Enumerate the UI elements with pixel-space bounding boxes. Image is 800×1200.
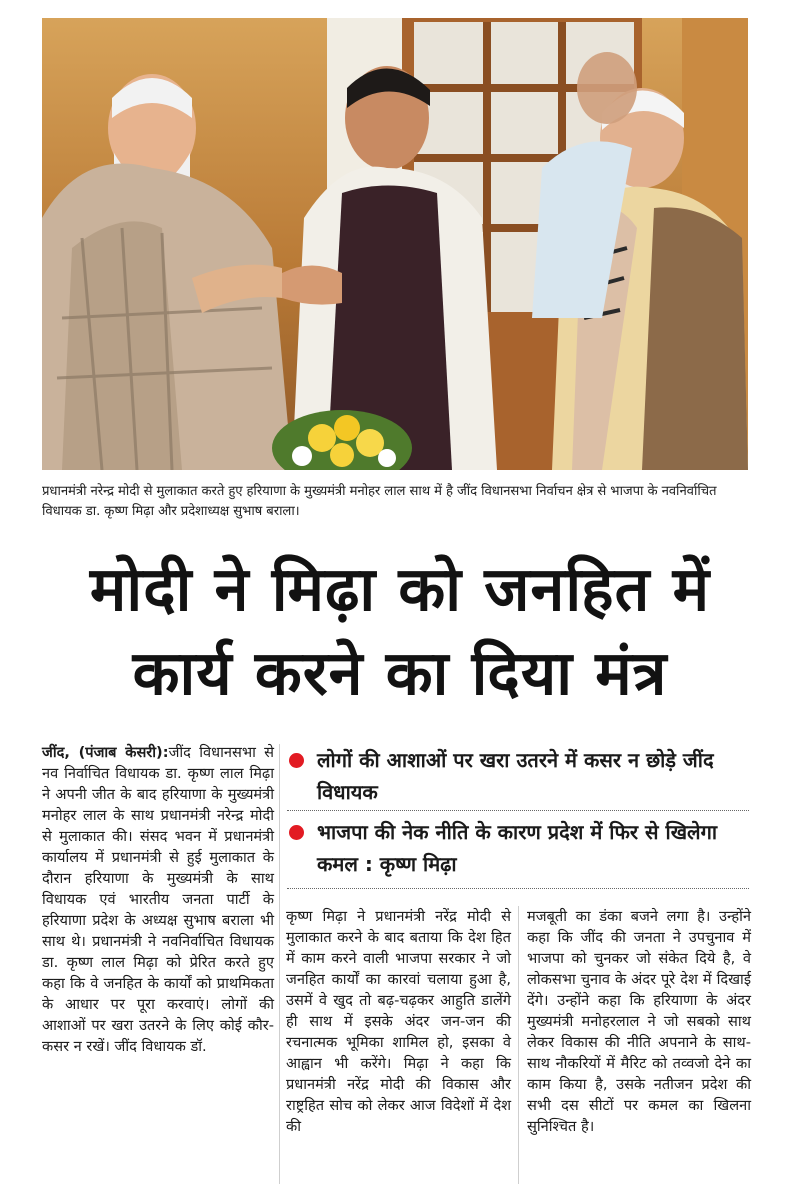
column-divider-2 [518,906,519,1184]
headline-line-2: कार्य करने का दिया मंत्र [132,638,668,709]
highlight-item [287,744,749,808]
column-divider [279,744,280,1184]
highlight-item [287,816,749,880]
photo-caption: प्रधानमंत्री नरेन्द्र मोदी से मुलाकात करते हुए हरियाणा के मुख्यमंत्री मनोहर लाल साथ में है जींद विधानसभा निर्वाचन क्षेत्र से भाजपा के नवनिर्वाचित विधायक डा. कृष्ण मिढ़ा और प्रदेशाध्यक्ष सुभाष बराला। [42,484,717,519]
article-column-1 [42,742,274,1057]
highlights-2 [287,816,749,880]
highlight-text: लोगों की आशाओं पर खरा उतरने में कसर न छोड़े जींद विधायक [317,748,714,804]
article-column-3: मजबूती का डंका बजने लगा है। उन्होंने कहा कि जींद की जनता ने उपचुनाव में भाजपा को चुनकर जो संकेत दिये है, वे लोकसभा चुनाव के अंदर पूरे देश में दिखाई देंगे। उन्होंने कहा कि हरियाणा के अंदर मुख्यमंत्री मनोहरलाल ने जो सबको साथ लेकर विकास की नीति अपनाने के साथ-साथ नौकरियों में मैरिट को तव्वजो देने का काम किया है, उसके नतीजन प्रदेश की सभी दस सीटों पर कमल का खिलना सुनिश्चित है। [527,908,751,1135]
divider-dotted [287,810,749,811]
headline-line-1: मोदी ने मिढ़ा को जनहित में [89,554,711,625]
column-1-text: जींद विधानसभा से नव निर्वाचित विधायक डा. कृष्ण लाल मिढ़ा ने अपनी जीत के बाद हरियाणा के मुख्यमंत्री मनोहर लाल के साथ प्रधानमंत्री नरेन्द्र मोदी से मुलाकात की। संसद भवन में प्रधानमंत्री कार्यालय में प्रधानमंत्री से हुई मुलाकात के दौरान हरियाणा के मुख्यमंत्री के साथ विधायक एवं भारतीय जनता पार्टी के हरियाणा प्रदेश के अध्यक्ष सुभाष बराला भी साथ थे। प्रधानमंत्री ने नवनिर्वाचित विधायक डा. कृष्ण लाल मिढ़ा को प्रेरित करते हुए कहा कि वे जनहित के कार्यों को प्राथमिकता के आधार पर पूरा करवाएं। लोगों की आशाओं पर खरा उतरने के लिए कोई कौर-कसर न रखें। जींद विधायक डॉ. [42,744,275,1055]
highlights [287,744,749,808]
red-dot-icon [289,753,304,768]
red-dot-icon [289,825,304,840]
photo-icon [42,18,748,470]
news-photo [42,18,748,470]
divider-dotted [287,888,749,889]
highlight-text: भाजपा की नेक नीति के कारण प्रदेश में फिर से खिलेगा कमल : कृष्ण मिढ़ा [317,820,718,876]
dateline: जींद, (पंजाब केसरी): [42,744,169,761]
article-column-2: कृष्ण मिढ़ा ने प्रधानमंत्री नरेंद्र मोदी से मुलाकात करने के बाद बताया कि देश हित में काम करने वाली भाजपा सरकार ने जो जनहित कार्यों का कारवां चलाया हुआ है, उसमें वे खुद तो बढ़-चढ़कर आहुति डालेंगे ही साथ में इसके अंदर जन-जन की रचनात्मक भूमिका शामिल हो, इसका वे आह्वान भी करेंगे। मिढ़ा ने कहा कि प्रधानमंत्री नरेंद्र मोदी की विकास और राष्ट्रहित सोच को लेकर आज विदेशों में देश की [286,908,511,1135]
headline [0,548,800,716]
